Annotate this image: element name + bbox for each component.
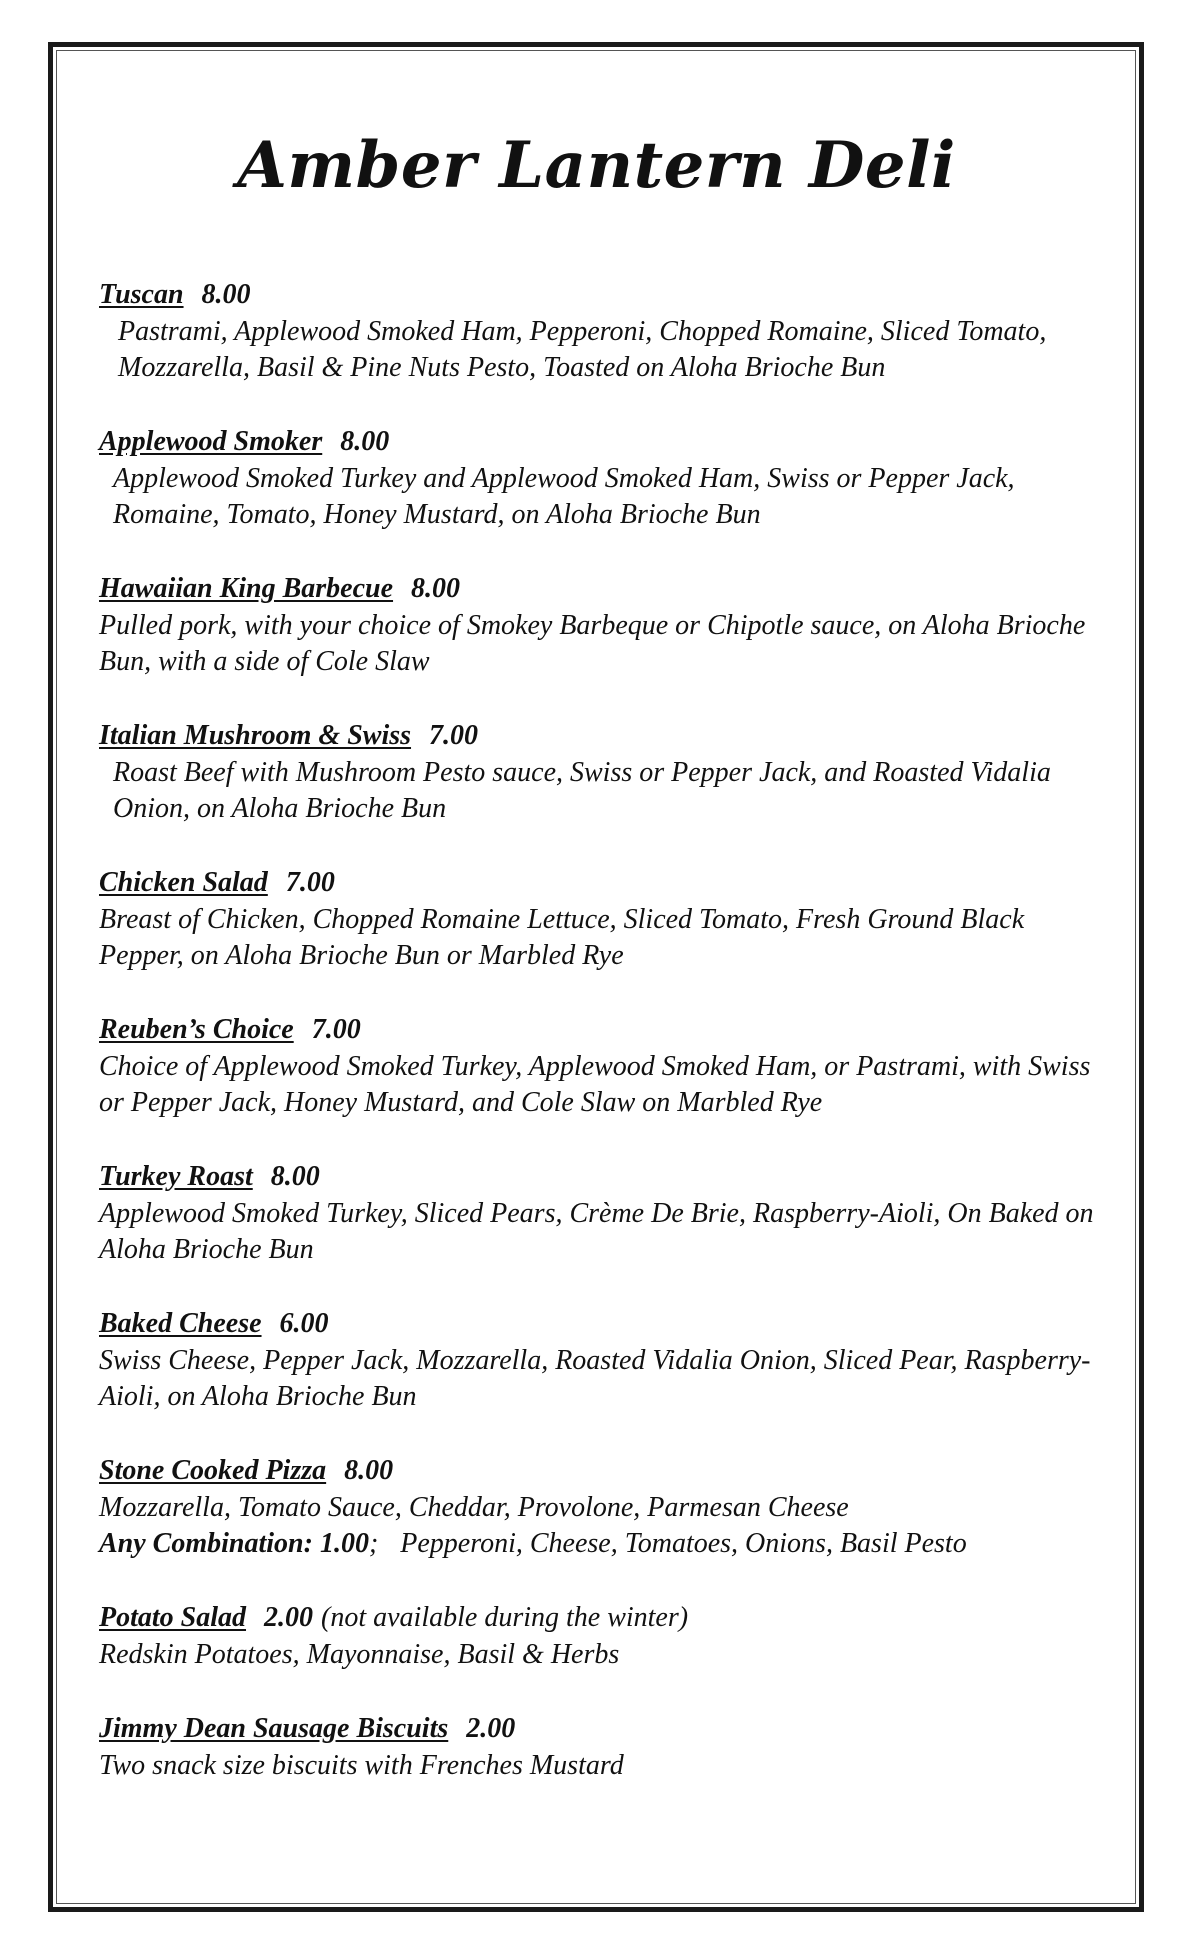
menu-item-potato-salad (99, 1599, 1099, 1673)
item-price: 7.00 (429, 720, 479, 751)
item-name: Chicken Salad (99, 867, 268, 898)
item-description: Applewood Smoked Turkey and Applewood Smoked Ham, Swiss or Pepper Jack, Romaine, Tomato, Honey Mustard, on Aloha Brioche Bun (113, 463, 1015, 530)
item-price: 6.00 (279, 1308, 329, 1339)
item-header (99, 1452, 1099, 1490)
availability-note: (not available during the winter) (321, 1602, 689, 1633)
item-header (99, 1305, 1099, 1343)
item-header (99, 276, 1099, 314)
item-name: Turkey Roast (99, 1161, 253, 1192)
item-header (99, 864, 1099, 902)
item-name: Applewood Smoker (99, 426, 323, 457)
item-name: Tuscan (99, 279, 184, 310)
item-description: Swiss Cheese, Pepper Jack, Mozzarella, Roasted Vidalia Onion, Sliced Pear, Raspberry-Aioli, on Aloha Brioche Bun (99, 1345, 1091, 1412)
item-description: Applewood Smoked Turkey, Sliced Pears, Crème De Brie, Raspberry-Aioli, On Baked on Aloha Brioche Bun (99, 1198, 1094, 1265)
item-price: 7.00 (311, 1014, 361, 1045)
item-price: 2.00 (264, 1602, 314, 1633)
item-header (99, 717, 1099, 755)
item-header (99, 570, 1099, 608)
item-price: 8.00 (270, 1161, 320, 1192)
item-description: Pulled pork, with your choice of Smokey Barbeque or Chipotle sauce, on Aloha Brioche Bun, with a side of Cole Slaw (99, 610, 1086, 677)
toppings-separator: ; (368, 1528, 379, 1559)
item-header (99, 423, 1099, 461)
item-name: Baked Cheese (99, 1308, 262, 1339)
item-price: 8.00 (340, 426, 390, 457)
menu-item-baked-cheese (99, 1305, 1099, 1415)
menu-item-turkey-roast (99, 1158, 1099, 1268)
item-description: Roast Beef with Mushroom Pesto sauce, Swiss or Pepper Jack, and Roasted Vidalia Onion, on Aloha Brioche Bun (113, 757, 1051, 824)
menu-item-applewood-smoker (99, 423, 1099, 533)
menu-item-stone-cooked-pizza (99, 1452, 1099, 1562)
menu-item-reubens-choice (99, 1011, 1099, 1121)
item-name: Hawaiian King Barbecue (99, 573, 394, 604)
menu-item-chicken-salad (99, 864, 1099, 974)
item-header (99, 1158, 1099, 1196)
toppings-list: Pepperoni, Cheese, Tomatoes, Onions, Basil Pesto (400, 1528, 967, 1559)
item-price: 7.00 (285, 867, 335, 898)
menu-list (99, 276, 1099, 1821)
menu-item-hawaiian-king-barbecue (99, 570, 1099, 680)
item-price: 2.00 (466, 1713, 516, 1744)
item-name: Italian Mushroom & Swiss (99, 720, 412, 751)
item-name: Stone Cooked Pizza (99, 1455, 327, 1486)
item-price: 8.00 (411, 573, 461, 604)
item-description: Breast of Chicken, Chopped Romaine Lettuce, Sliced Tomato, Fresh Ground Black Pepper, on Aloha Brioche Bun or Marbled Rye (99, 904, 1025, 971)
menu-item-italian-mushroom-swiss (99, 717, 1099, 827)
pizza-toppings (99, 1526, 1099, 1562)
item-name: Potato Salad (99, 1602, 247, 1633)
item-price: 8.00 (201, 279, 251, 310)
item-header (99, 1011, 1099, 1049)
item-description: Redskin Potatoes, Mayonnaise, Basil & Herbs (99, 1639, 620, 1670)
item-header (99, 1710, 1099, 1748)
item-name: Reuben’s Choice (99, 1014, 294, 1045)
menu-item-tuscan (99, 276, 1099, 386)
menu-title: Amber Lantern Deli (237, 128, 956, 203)
item-name: Jimmy Dean Sausage Biscuits (99, 1713, 449, 1744)
toppings-label: Any Combination: 1.00 (99, 1528, 369, 1559)
menu-item-jimmy-dean-sausage-biscuits (99, 1710, 1099, 1784)
item-description: Mozzarella, Tomato Sauce, Cheddar, Provolone, Parmesan Cheese (99, 1492, 849, 1523)
item-description: Two snack size biscuits with Frenches Mustard (99, 1750, 624, 1781)
item-price: 8.00 (344, 1455, 394, 1486)
item-description: Pastrami, Applewood Smoked Ham, Pepperoni, Chopped Romaine, Sliced Tomato, Mozzarella, Basil & Pine Nuts Pesto, Toasted on Aloha Brioche Bun (118, 316, 1047, 383)
item-header (99, 1599, 1099, 1637)
item-description: Choice of Applewood Smoked Turkey, Applewood Smoked Ham, or Pastrami, with Swiss or Pepper Jack, Honey Mustard, and Cole Slaw on Marbled Rye (99, 1051, 1091, 1118)
